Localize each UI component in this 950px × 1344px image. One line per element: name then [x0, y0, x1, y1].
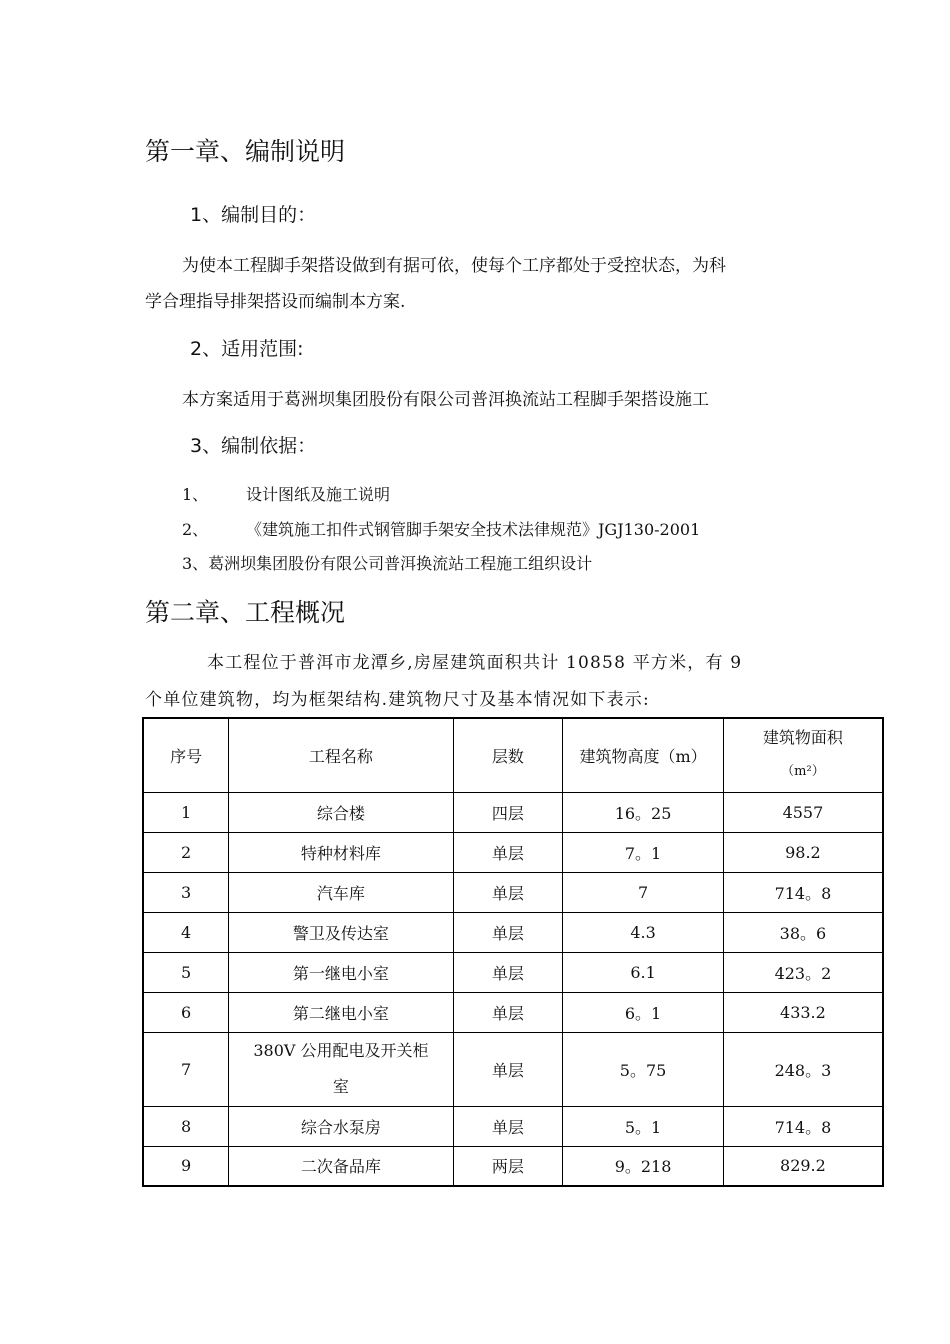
cell-index: 6: [143, 992, 229, 1032]
table-row: [143, 1146, 883, 1186]
cell-height: 16。25: [563, 792, 724, 832]
header-project-name: 工程名称: [229, 718, 453, 792]
section1-text-line1: 为使本工程脚手架搭设做到有据可依，使每个工序都处于受控状态，为科: [182, 256, 726, 276]
table-row: [143, 1106, 883, 1146]
header-area-unit: （m²）: [781, 764, 825, 780]
cell-name-line1: 380V 公用配电及开关柜: [253, 1041, 429, 1060]
cell-name: 二次备品库: [229, 1146, 453, 1186]
cell-index: 9: [143, 1146, 229, 1186]
cell-name: 汽车库: [229, 872, 453, 912]
cell-name: [229, 1032, 453, 1106]
cell-area: 829.2: [723, 1146, 883, 1186]
section3-heading: 3、编制依据：: [190, 435, 317, 457]
cell-height: 7: [563, 872, 724, 912]
basis-item-1-number: 1、: [182, 485, 209, 504]
cell-floors: 单层: [453, 872, 563, 912]
header-area-label: 建筑物面积: [762, 728, 843, 748]
cell-floors: 四层: [453, 792, 563, 832]
section1-heading: 1、编制目的：: [190, 204, 317, 226]
header-floors: 层数: [453, 718, 563, 792]
cell-floors: 单层: [453, 1032, 563, 1106]
cell-name: 第二继电小室: [229, 992, 453, 1032]
table-header-row: [143, 718, 883, 792]
cell-floors: 单层: [453, 952, 563, 992]
cell-area: 714。8: [723, 872, 883, 912]
cell-floors: 单层: [453, 1106, 563, 1146]
section2-heading: 2、适用范围:: [190, 338, 304, 360]
table-row: [143, 992, 883, 1032]
cell-height: 6.1: [563, 952, 724, 992]
table-row: [143, 912, 883, 952]
cell-index: 3: [143, 872, 229, 912]
cell-area: 248。3: [723, 1032, 883, 1106]
cell-index: 8: [143, 1106, 229, 1146]
cell-area: 433.2: [723, 992, 883, 1032]
basis-item-1-text: 设计图纸及施工说明: [246, 485, 391, 504]
header-height: 建筑物高度（m）: [563, 718, 724, 792]
cell-height: 4.3: [563, 912, 724, 952]
table-row: [143, 1032, 883, 1106]
table-row: [143, 952, 883, 992]
cell-area: 38。6: [723, 912, 883, 952]
section1-text-line2: 学合理指导排架搭设而编制本方案.: [145, 292, 406, 312]
section2-text: 本方案适用于葛洲坝集团股份有限公司普洱换流站工程脚手架搭设施工: [182, 390, 709, 410]
building-table: [142, 717, 884, 1187]
cell-name: 综合楼: [229, 792, 453, 832]
cell-index: 4: [143, 912, 229, 952]
cell-area: 423。2: [723, 952, 883, 992]
cell-area: 714。8: [723, 1106, 883, 1146]
cell-area: 4557: [723, 792, 883, 832]
cell-height: 9。218: [563, 1146, 724, 1186]
cell-name: 综合水泵房: [229, 1106, 453, 1146]
chapter1-title: 第一章、编制说明: [145, 137, 346, 166]
cell-area: 98.2: [723, 832, 883, 872]
basis-item-2-text: 《建筑施工扣件式钢管脚手架安全技术法律规范》JGJ130-2001: [246, 520, 701, 539]
cell-name: 警卫及传达室: [229, 912, 453, 952]
cell-index: 5: [143, 952, 229, 992]
table-row: [143, 872, 883, 912]
cell-floors: 单层: [453, 992, 563, 1032]
table-row: [143, 792, 883, 832]
cell-height: 7。1: [563, 832, 724, 872]
cell-floors: 两层: [453, 1146, 563, 1186]
basis-item-2-number: 2、: [182, 520, 209, 539]
chapter2-title: 第二章、工程概况: [145, 598, 346, 627]
cell-index: 1: [143, 792, 229, 832]
cell-name: 第一继电小室: [229, 952, 453, 992]
cell-index: 2: [143, 832, 229, 872]
table-row: [143, 832, 883, 872]
chapter2-intro-line2: 个单位建筑物，均为框架结构.建筑物尺寸及基本情况如下表示:: [145, 690, 650, 710]
chapter2-intro-line1: 本工程位于普洱市龙潭乡,房屋建筑面积共计 10858 平方米，有 9: [207, 653, 743, 673]
cell-floors: 单层: [453, 912, 563, 952]
header-area: [723, 718, 883, 792]
basis-item-3-text: 3、葛洲坝集团股份有限公司普洱换流站工程施工组织设计: [182, 554, 593, 573]
cell-name-line2: 室: [332, 1077, 349, 1096]
cell-floors: 单层: [453, 832, 563, 872]
cell-height: 5。75: [563, 1032, 724, 1106]
header-index: 序号: [143, 718, 229, 792]
cell-height: 6。1: [563, 992, 724, 1032]
cell-height: 5。1: [563, 1106, 724, 1146]
cell-index: 7: [143, 1032, 229, 1106]
cell-name: 特种材料库: [229, 832, 453, 872]
